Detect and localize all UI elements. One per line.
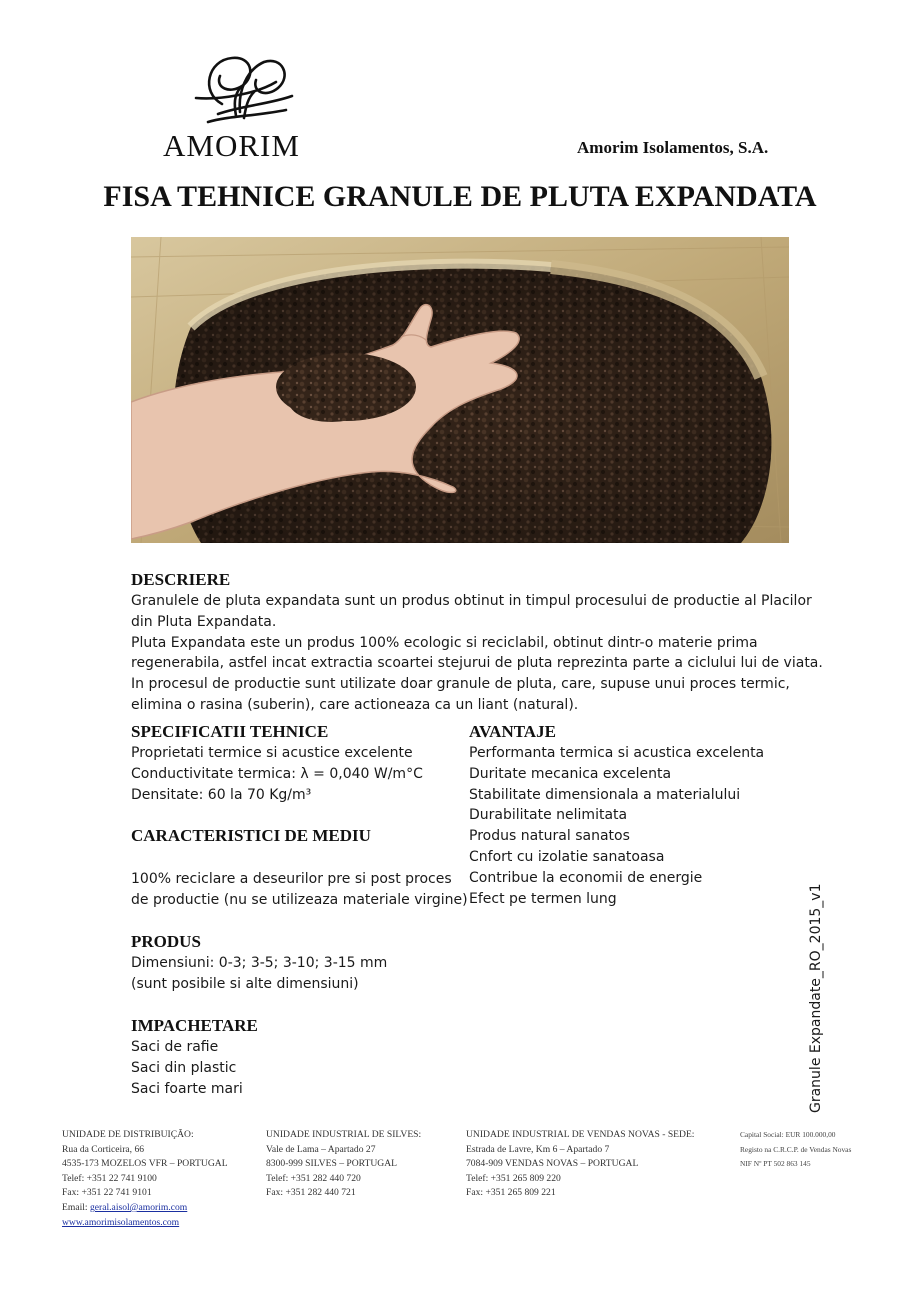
footer-line: Estrada de Lavre, Km 6 – Apartado 7 (466, 1143, 610, 1155)
packaging-list (131, 1037, 243, 1099)
environment-line: 100% reciclare a deseurilor pre si post proces (131, 871, 452, 887)
footer-line: UNIDADE INDUSTRIAL DE VENDAS NOVAS - SEDE: (466, 1129, 695, 1140)
footer-line: Fax: +351 265 809 221 (466, 1187, 556, 1199)
footer-line: UNIDADE INDUSTRIAL DE SILVES: (266, 1129, 422, 1140)
specs-list (131, 743, 423, 805)
advantage-item: Efect pe termen lung (469, 890, 617, 907)
footer-line: Telef: +351 282 440 720 (266, 1172, 361, 1184)
description-line: din Pluta Expandata. (131, 613, 277, 630)
footer-legal (740, 1128, 851, 1172)
footer-line: 7084-909 VENDAS NOVAS – PORTUGAL (466, 1158, 639, 1170)
footer-line: Fax: +351 22 741 9101 (62, 1187, 152, 1199)
advantage-item: Cnfort cu izolatie sanatoasa (469, 848, 665, 865)
cork-granules-photo (131, 237, 789, 543)
footer-line: Fax: +351 282 440 721 (266, 1187, 356, 1199)
product-line: (sunt posibile si alte dimensiuni) (131, 975, 359, 992)
footer-line: Telef: +351 265 809 220 (466, 1172, 561, 1184)
advantages-heading: AVANTAJE (469, 722, 556, 741)
environment-line: de productie (nu se utilizeaza materiale virgine) (131, 891, 468, 908)
advantage-item: Durabilitate nelimitata (469, 807, 628, 824)
document-code-text: Granule Expandate_RO_2015_v1 (808, 883, 824, 1113)
email-link[interactable]: geral.aisol@amorim.com (89, 1201, 188, 1213)
document-code (806, 878, 830, 1113)
advantages-list (469, 743, 764, 909)
environment-text (131, 869, 468, 911)
footer-line: Registo na C.R.C.P. de Vendas Novas (740, 1144, 852, 1154)
packaging-heading: IMPACHETARE (131, 1016, 258, 1035)
footer-vendas-novas (466, 1128, 694, 1201)
footer-email-row (62, 1201, 228, 1216)
spec-item: Densitate: 60 la 70 Kg/m³ (131, 786, 312, 803)
description-line: In procesul de productie sunt utilizate doar granule de pluta, care, supuse unui proces termic, (131, 676, 790, 693)
description-line: elimina o rasina (suberin), care actioneaza ca un liant (natural). (131, 696, 579, 713)
spec-item: Conductivitate termica: λ = 0,040 W/m°C (131, 765, 423, 782)
brand-wordmark: AMORIM (163, 128, 300, 163)
description-line: Granulele de pluta expandata sunt un produs obtinut in timpul procesului de productie al Placilor (131, 593, 812, 609)
footer-line: 4535-173 MOZELOS VFR – PORTUGAL (62, 1158, 228, 1170)
footer-line: Capital Social: EUR 100.000,00 (740, 1130, 836, 1139)
footer-website-row (62, 1216, 228, 1231)
footer-line: NIF Nº PT 502 863 145 (740, 1159, 811, 1169)
footer-silves (266, 1128, 421, 1201)
packaging-item: Saci din plastic (131, 1059, 237, 1076)
packaging-item: Saci de rafie (131, 1039, 219, 1055)
packaging-item: Saci foarte mari (131, 1080, 243, 1097)
footer-distribution (62, 1128, 228, 1230)
description-text (131, 591, 831, 716)
description-line: Pluta Expandata este un produs 100% ecologic si reciclabil, obtinut dintr-o materie prima (131, 634, 758, 651)
footer-line: 8300-999 SILVES – PORTUGAL (266, 1158, 397, 1170)
product-line: Dimensiuni: 0-3; 3-5; 3-10; 3-15 mm (131, 955, 388, 971)
description-line: regenerabila, astfel incat extractia scoartei stejurui de pluta reprezinta parte a ciclului lui de viata. (131, 655, 823, 672)
environment-heading: CARACTERISTICI DE MEDIU (131, 826, 371, 845)
advantage-item: Contribue la economii de energie (469, 869, 703, 886)
advantage-item: Duritate mecanica excelenta (469, 765, 672, 782)
footer-line: Vale de Lama – Apartado 27 (266, 1143, 376, 1155)
description-heading: DESCRIERE (131, 570, 231, 589)
product-text (131, 953, 387, 995)
email-label: Email: (62, 1201, 90, 1213)
product-heading: PRODUS (131, 932, 201, 951)
advantage-item: Stabilitate dimensionala a materialului (469, 786, 741, 803)
company-name: Amorim Isolamentos, S.A. (577, 138, 769, 157)
specs-heading: SPECIFICATII TEHNICE (131, 722, 329, 741)
footer-line: UNIDADE DE DISTRIBUIÇÃO: (62, 1129, 194, 1140)
footer-line: Telef: +351 22 741 9100 (62, 1172, 157, 1184)
website-link[interactable]: www.amorimisolamentos.com (62, 1216, 180, 1228)
footer-line: Rua da Corticeira, 66 (62, 1143, 145, 1155)
page-title: FISA TEHNICE GRANULE DE PLUTA EXPANDATA (103, 180, 817, 213)
advantage-item: Performanta termica si acustica excelenta (469, 745, 765, 761)
advantage-item: Produs natural sanatos (469, 828, 630, 845)
spec-item: Proprietati termice si acustice excelente (131, 745, 413, 761)
